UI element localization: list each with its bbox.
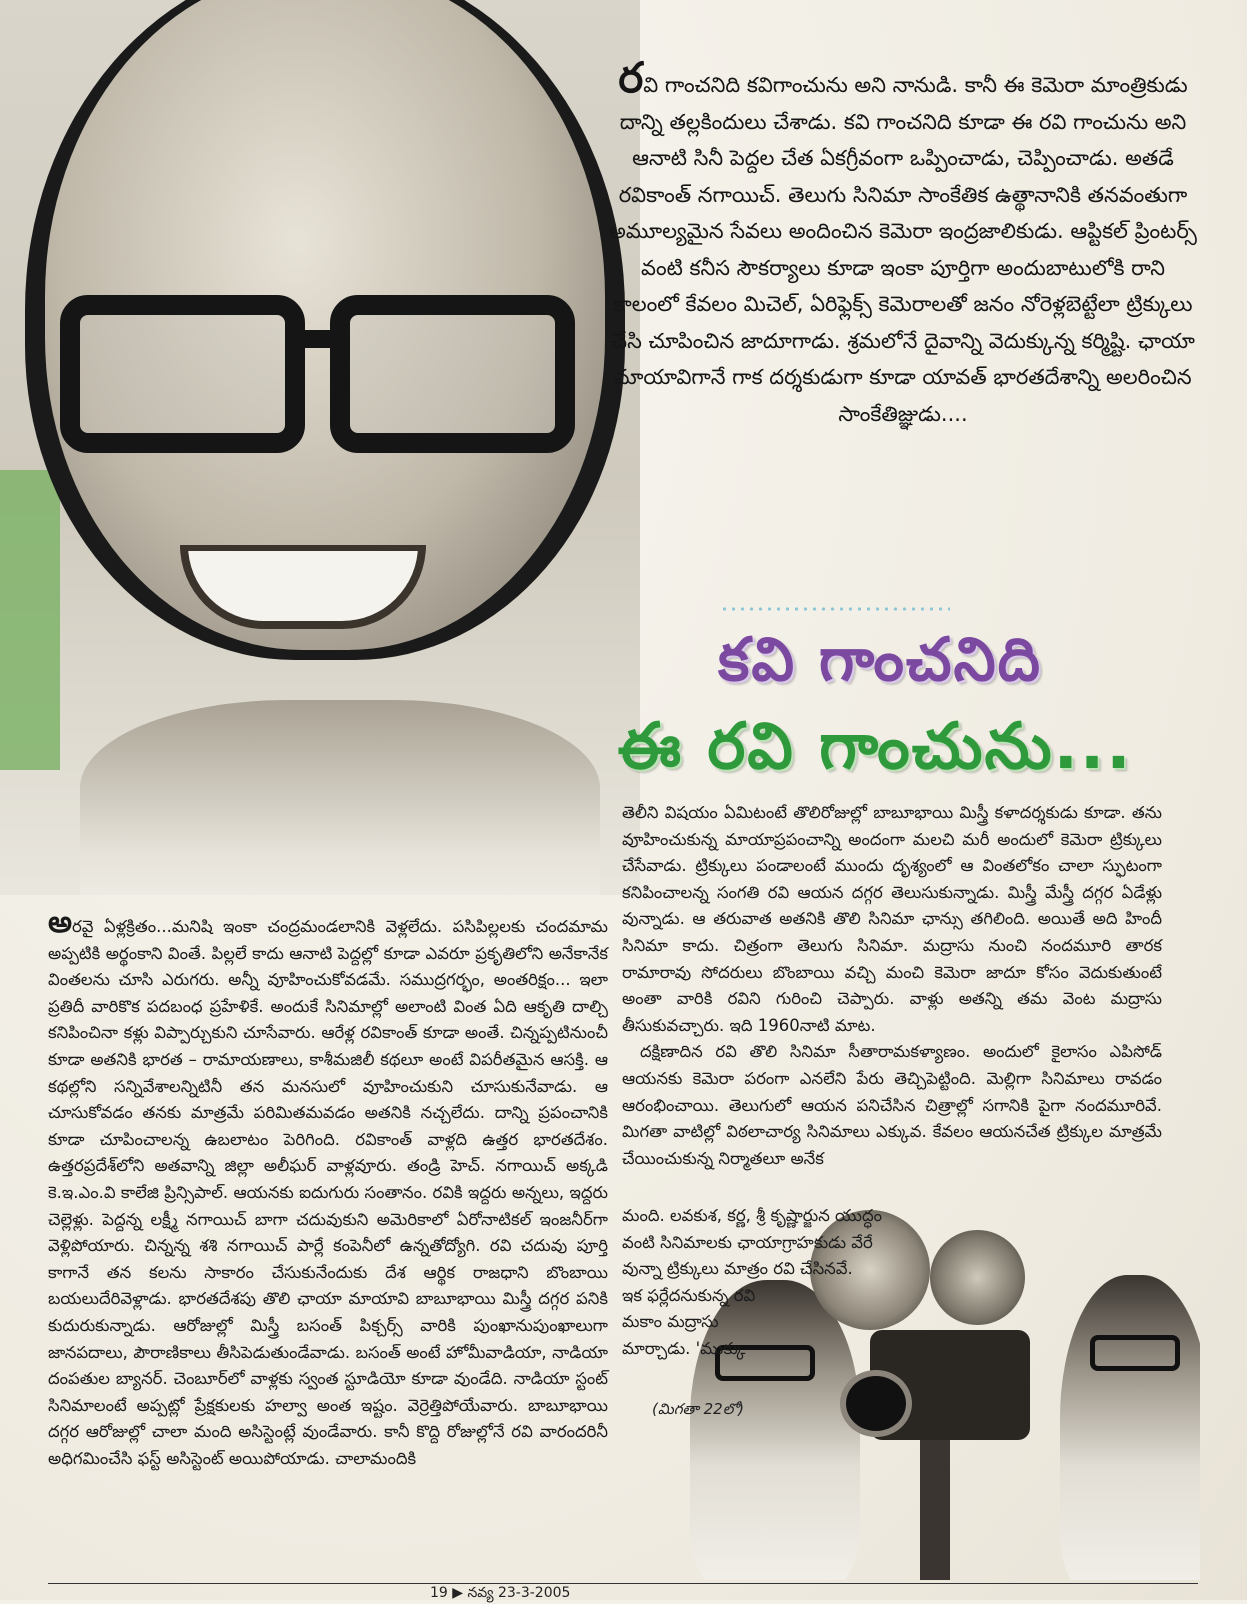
- headline-line-1: కవి గాంచనిది: [718, 625, 1042, 695]
- narrow-line: ఇక ఫర్లేదనుకున్న రవి: [622, 1285, 756, 1305]
- continued-note: (మిగతా 22లో): [652, 1400, 745, 1418]
- dotted-divider: [720, 607, 950, 611]
- portrait-photo: [0, 0, 640, 895]
- headline-line-2: ఈ రవి గాంచును...: [617, 710, 1133, 784]
- left-column: [48, 905, 608, 1472]
- narrow-line: వంటి సినిమాలకు ఛాయాగ్రాహకుడు వేరే: [622, 1232, 873, 1252]
- narrow-line: మంది. లవకుశ, కర్ణ, శ్రీ కృష్ణార్జున యుద్ధం: [622, 1206, 882, 1225]
- intro-paragraph: [608, 53, 1198, 432]
- narrow-line: వున్నా ట్రిక్కులు మాత్రం రవి చేసినవే.: [622, 1259, 853, 1279]
- right-paragraph-2: దక్షిణాదిన రవి తొలి సినిమా సీతారామకళ్యాణం. అందులో కైలాసం ఎపిసోడ్ ఆయనకు కెమెరా పరంగా ఎనలేని పేరు తెచ్చిపెట్టింది. మెల్లిగా సినిమాలు రావడం ఆరంభించాయి. తెలుగులో ఆయన పనిచేసిన చిత్రాల్లో సగానికి పైగా నందమూరివే. మిగతా వాటిల్లో విఠలాచార్య సినిమాలు ఎక్కువ. కేవలం ఆయనచేత ట్రిక్కుల మాత్రమే చేయించుకున్న నిర్మాతలూ అనేక: [622, 1042, 1162, 1168]
- glasses: [60, 295, 560, 425]
- left-dropcap: అ: [48, 905, 72, 940]
- narrow-text-block: [622, 1203, 922, 1363]
- narrow-line: మార్చాడు. 'ముక్కు: [622, 1338, 746, 1358]
- intro-dropcap: ర: [618, 53, 644, 102]
- footer-rule: [48, 1583, 1198, 1584]
- right-paragraph-1: తెలీని విషయం ఏమిటంటే తొలిరోజుల్లో బాబూభాయి మిస్త్రీ కళాదర్శకుడు కూడా. తను వూహించుకున్న మాయాప్రపంచాన్ని అందంగా మలచి మరీ అందులో కెమెరా ట్రిక్కులు చేసేవాడు. ట్రిక్కులు పండాలంటే ముందు దృశ్యంలో ఆ వింతలోకం చాలా స్ఫుటంగా కనిపించాలన్న సంగతి రవి ఆయన దగ్గర తెలుసుకున్నాడు. మిస్త్రీ మేస్త్రీ దగ్గర ఏడేళ్లు వున్నాడు. ఆ తరువాత అతనికి తొలి సినిమా ఛాన్సు తగిలింది. అయితే అది హిందీ సినిమా కాదు. చిత్రంగా తెలుగు సినిమా. మద్రాసు నుంచి నందమూరి తారక రామారావు సోదరులు బొంబాయి వచ్చి మంచి కెమెరా జాదూ కోసం వెదుకుతుంటే అంతా వారికి రవిని గురించి చెప్పారు. వాళ్లు అతన్ని తమ వెంట మద్రాసు తీసుకువచ్చారు. ఇది 1960నాటి మాట.: [622, 803, 1162, 1035]
- intro-text: వి గాంచనిది కవిగాంచును అని నానుడి. కానీ ఈ కెమెరా మాంత్రికుడు దాన్ని తల్లకిందులు చేశాడు. కవి గాంచనిది కూడా ఈ రవి గాంచును అని ఆనాటి సినీ పెద్దల చేత ఏకగ్రీవంగా ఒప్పించాడు, చెప్పించాడు. అతడే రవికాంత్ నగాయిచ్. తెలుగు సినిమా సాంకేతిక ఉత్థానానికి తనవంతుగా అమూల్యమైన సేవలు అందించిన కెమెరా ఇంద్రజాలికుడు. ఆప్టికల్ ప్రింటర్స్ వంటి కనీస సౌకర్యాలు కూడా ఇంకా పూర్తిగా అందుబాటులోకి రాని కాలంలో కేవలం మిచెల్, ఏరిఫ్లెక్స్ కెమెరాలతో జనం నోరెళ్లబెట్టేలా ట్రిక్కులు చేసి చూపించిన జాదూగాడు. శ్రమలోనే దైవాన్ని వెదుక్కున్న కర్మిష్టి. ఛాయా మాయావిగానే గాక దర్శకుడుగా కూడా యావత్ భారతదేశాన్ని అలరించిన సాంకేతిజ్ఞుడు....: [609, 73, 1197, 426]
- narrow-line: మకాం మద్రాసు: [622, 1312, 719, 1332]
- right-column: [622, 800, 1162, 1172]
- left-column-text: రవై ఏళ్లక్రితం...మనిషి ఇంకా చంద్రమండలానికి వెళ్లలేదు. పసిపిల్లలకు చందమామ అప్పటికి అర్థంకాని వింతే. పిల్లలే కాదు ఆనాటి పెద్దల్లో కూడా ఎవరూ ప్రకృతిలోని అనేకానేక వింతలను చూసి ఎరుగరు. అన్నీ వూహించుకోవడమే. సముద్రగర్భం, అంతరిక్షం... ఇలా ప్రతిదీ వారికొక పదబంధ ప్రహేళికే. అందుకే సినిమాల్లో అలాంటి వింత ఏది ఆకృతి దాల్చి కనిపించినా కళ్లు విప్పార్చుకుని చూసేవారు. ఆరేళ్ల రవికాంత్ కూడా అంతే. చిన్నప్పటినుంచీ కూడా అతనికి భారత – రామాయణాలు, కాశీమజిలీ కథలూ అంటే విపరీతమైన ఆసక్తి. ఆ కథల్లోని సన్నివేశాలన్నిటినీ తన మనసులో వూహించుకుని చూసుకునేవాడు. ఆ చూసుకోవడం తనకు మాత్రమే పరిమితమవడం అతనికి నచ్చలేదు. దాన్ని ప్రపంచానికి కూడా చూపించాలన్న ఉబలాటం పెరిగింది. రవికాంత్ వాళ్లది ఉత్తర భారతదేశం. ఉత్తరప్రదేశ్‌లోని అతవాన్ని జిల్లా అలీఘర్ వాళ్లవూరు. తండ్రి హెచ్. నగాయిచ్ అక్కడి కె.ఇ.ఎం.వి కాలేజి ప్రిన్సిపాల్. ఆయనకు ఐదుగురు సంతానం. రవికి ఇద్దరు అన్నలు, ఇద్దరు చెల్లెళ్లు. పెద్దన్న లక్ష్మీ నగాయిచ్ బాగా చదువుకుని అమెరికాలో ఏరోనాటికల్ ఇంజనీర్‌గా వెళ్లిపోయారు. చిన్నన్న శశి నగాయిచ్ పార్లే కంపెనీలో ఉన్నతోద్యోగి. రవి చదువు పూర్తి కాగానే తన కలను సాకారం చేసుకునేందుకు దేశ ఆర్థిక రాజధాని బొంబాయి బయలుదేరివెళ్లాడు. భారతదేశపు తొలి ఛాయా మాయావి బాబూభాయి మిస్త్రీ దగ్గర పనికి కుదురుకున్నాడు. ఆరోజుల్లో మిస్త్రీ బసంత్ పిక్చర్స్ వారికి పుంఖానుపుంఖాలుగా జానపదాలు, పౌరాణికాలు తీసిపెడుతుండేవాడు. బసంత్ అంటే హోమీవాడియా, నాడియా దంపతుల బ్యానర్. చెంబూర్‌లో వాళ్లకు స్వంత స్టూడియో కూడా వుండేది. నాడియా స్టంట్ సినిమాలంటే అప్పట్లో ప్రేక్షకులకు హల్వా అంత ఇష్టం. వెర్రెత్తిపోయేవారు. బాబూభాయి దగ్గర ఆరోజుల్లో చాలా మంది అసిస్టెంట్లే వుండేవారు. కానీ కొద్ది రోజుల్లోనే రవి వారందరినీ అధిగమించేసి ఫస్ట్ అసిస్టెంట్ అయిపోయాడు. చాలామందికి: [48, 917, 608, 1468]
- page-footer: 19 ▶ నవ్య 23-3-2005: [430, 1585, 571, 1601]
